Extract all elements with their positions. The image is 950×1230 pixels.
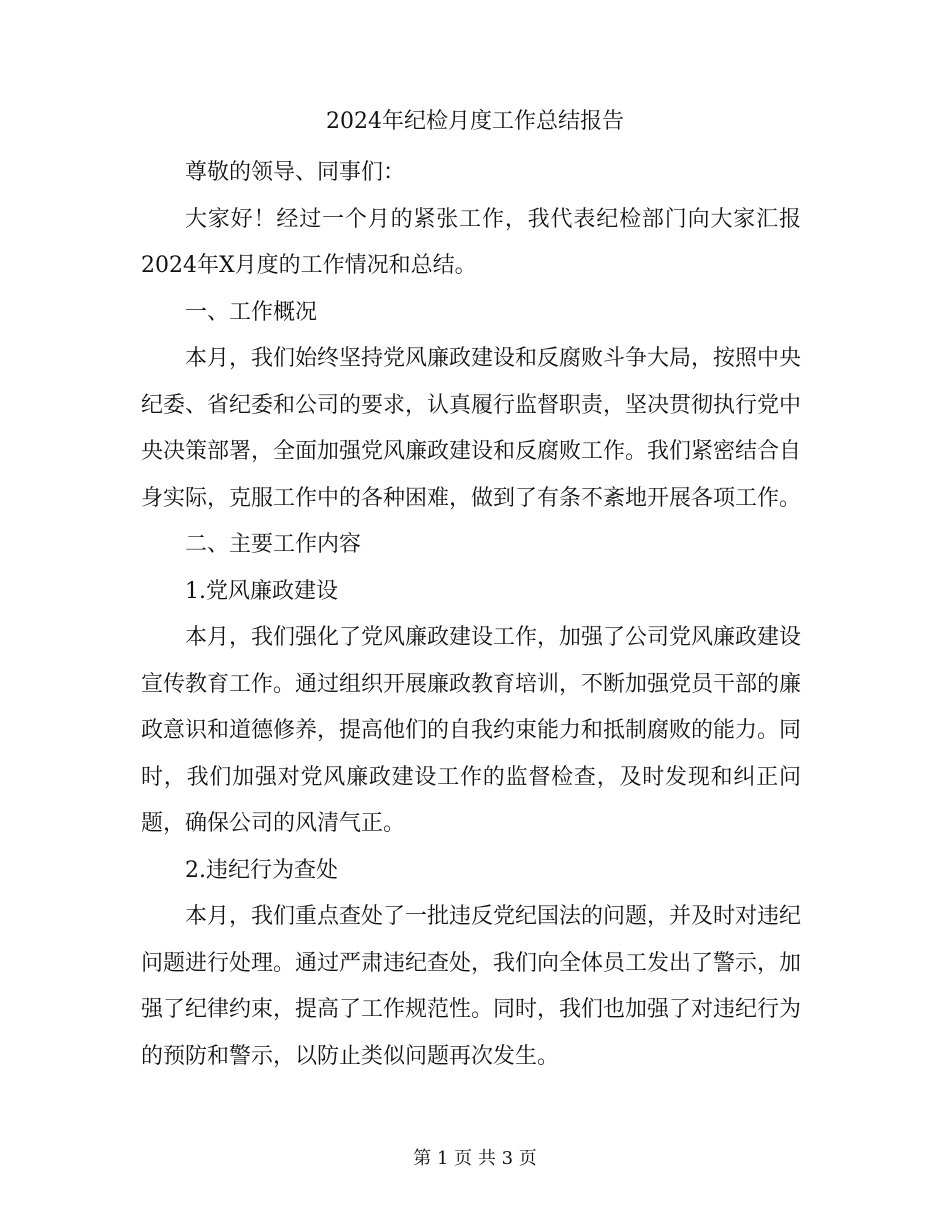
subheading-violation-handling: 2.违纪行为查处 — [185, 857, 338, 883]
paragraph-intro: 大家好！经过一个月的紧张工作，我代表纪检部门向大家汇报2024年X月度的工作情况和总结。 — [141, 206, 801, 278]
section-heading-overview: 一、工作概况 — [185, 299, 318, 325]
paragraph-party-conduct: 本月，我们强化了党风廉政建设工作，加强了公司党风廉政建设宣传教育工作。通过组织开展廉政教育培训，不断加强党员干部的廉政意识和道德修养，提高他们的自我约束能力和抵制腐败的能力。同时，我们加强对党风廉政建设工作的监督检查，及时发现和纠正问题，确保公司的风清气正。 — [141, 625, 802, 836]
page-footer: 第 1 页 共 3 页 — [413, 1148, 537, 1169]
salutation: 尊敬的领导、同事们： — [185, 160, 406, 185]
document-title: 2024年纪检月度工作总结报告 — [326, 109, 624, 134]
subheading-party-conduct: 1.党风廉政建设 — [185, 578, 338, 604]
section-heading-main-work: 二、主要工作内容 — [185, 532, 362, 557]
paragraph-violation-handling: 本月，我们重点查处了一批违反党纪国法的问题，并及时对违纪问题进行处理。通过严肃违纪查处，我们向全体员工发出了警示，加强了纪律约束，提高了工作规范性。同时，我们也加强了对违纪行为的预防和警示，以防止类似问题再次发生。 — [141, 904, 802, 1069]
document-body — [141, 150, 801, 1080]
paragraph-overview: 本月，我们始终坚持党风廉政建设和反腐败斗争大局，按照中央纪委、省纪委和公司的要求，认真履行监督职责，坚决贯彻执行党中央决策部署，全面加强党风廉政建设和反腐败工作。我们紧密结合自身实际，克服工作中的各种困难，做到了有条不紊地开展各项工作。 — [141, 346, 802, 511]
